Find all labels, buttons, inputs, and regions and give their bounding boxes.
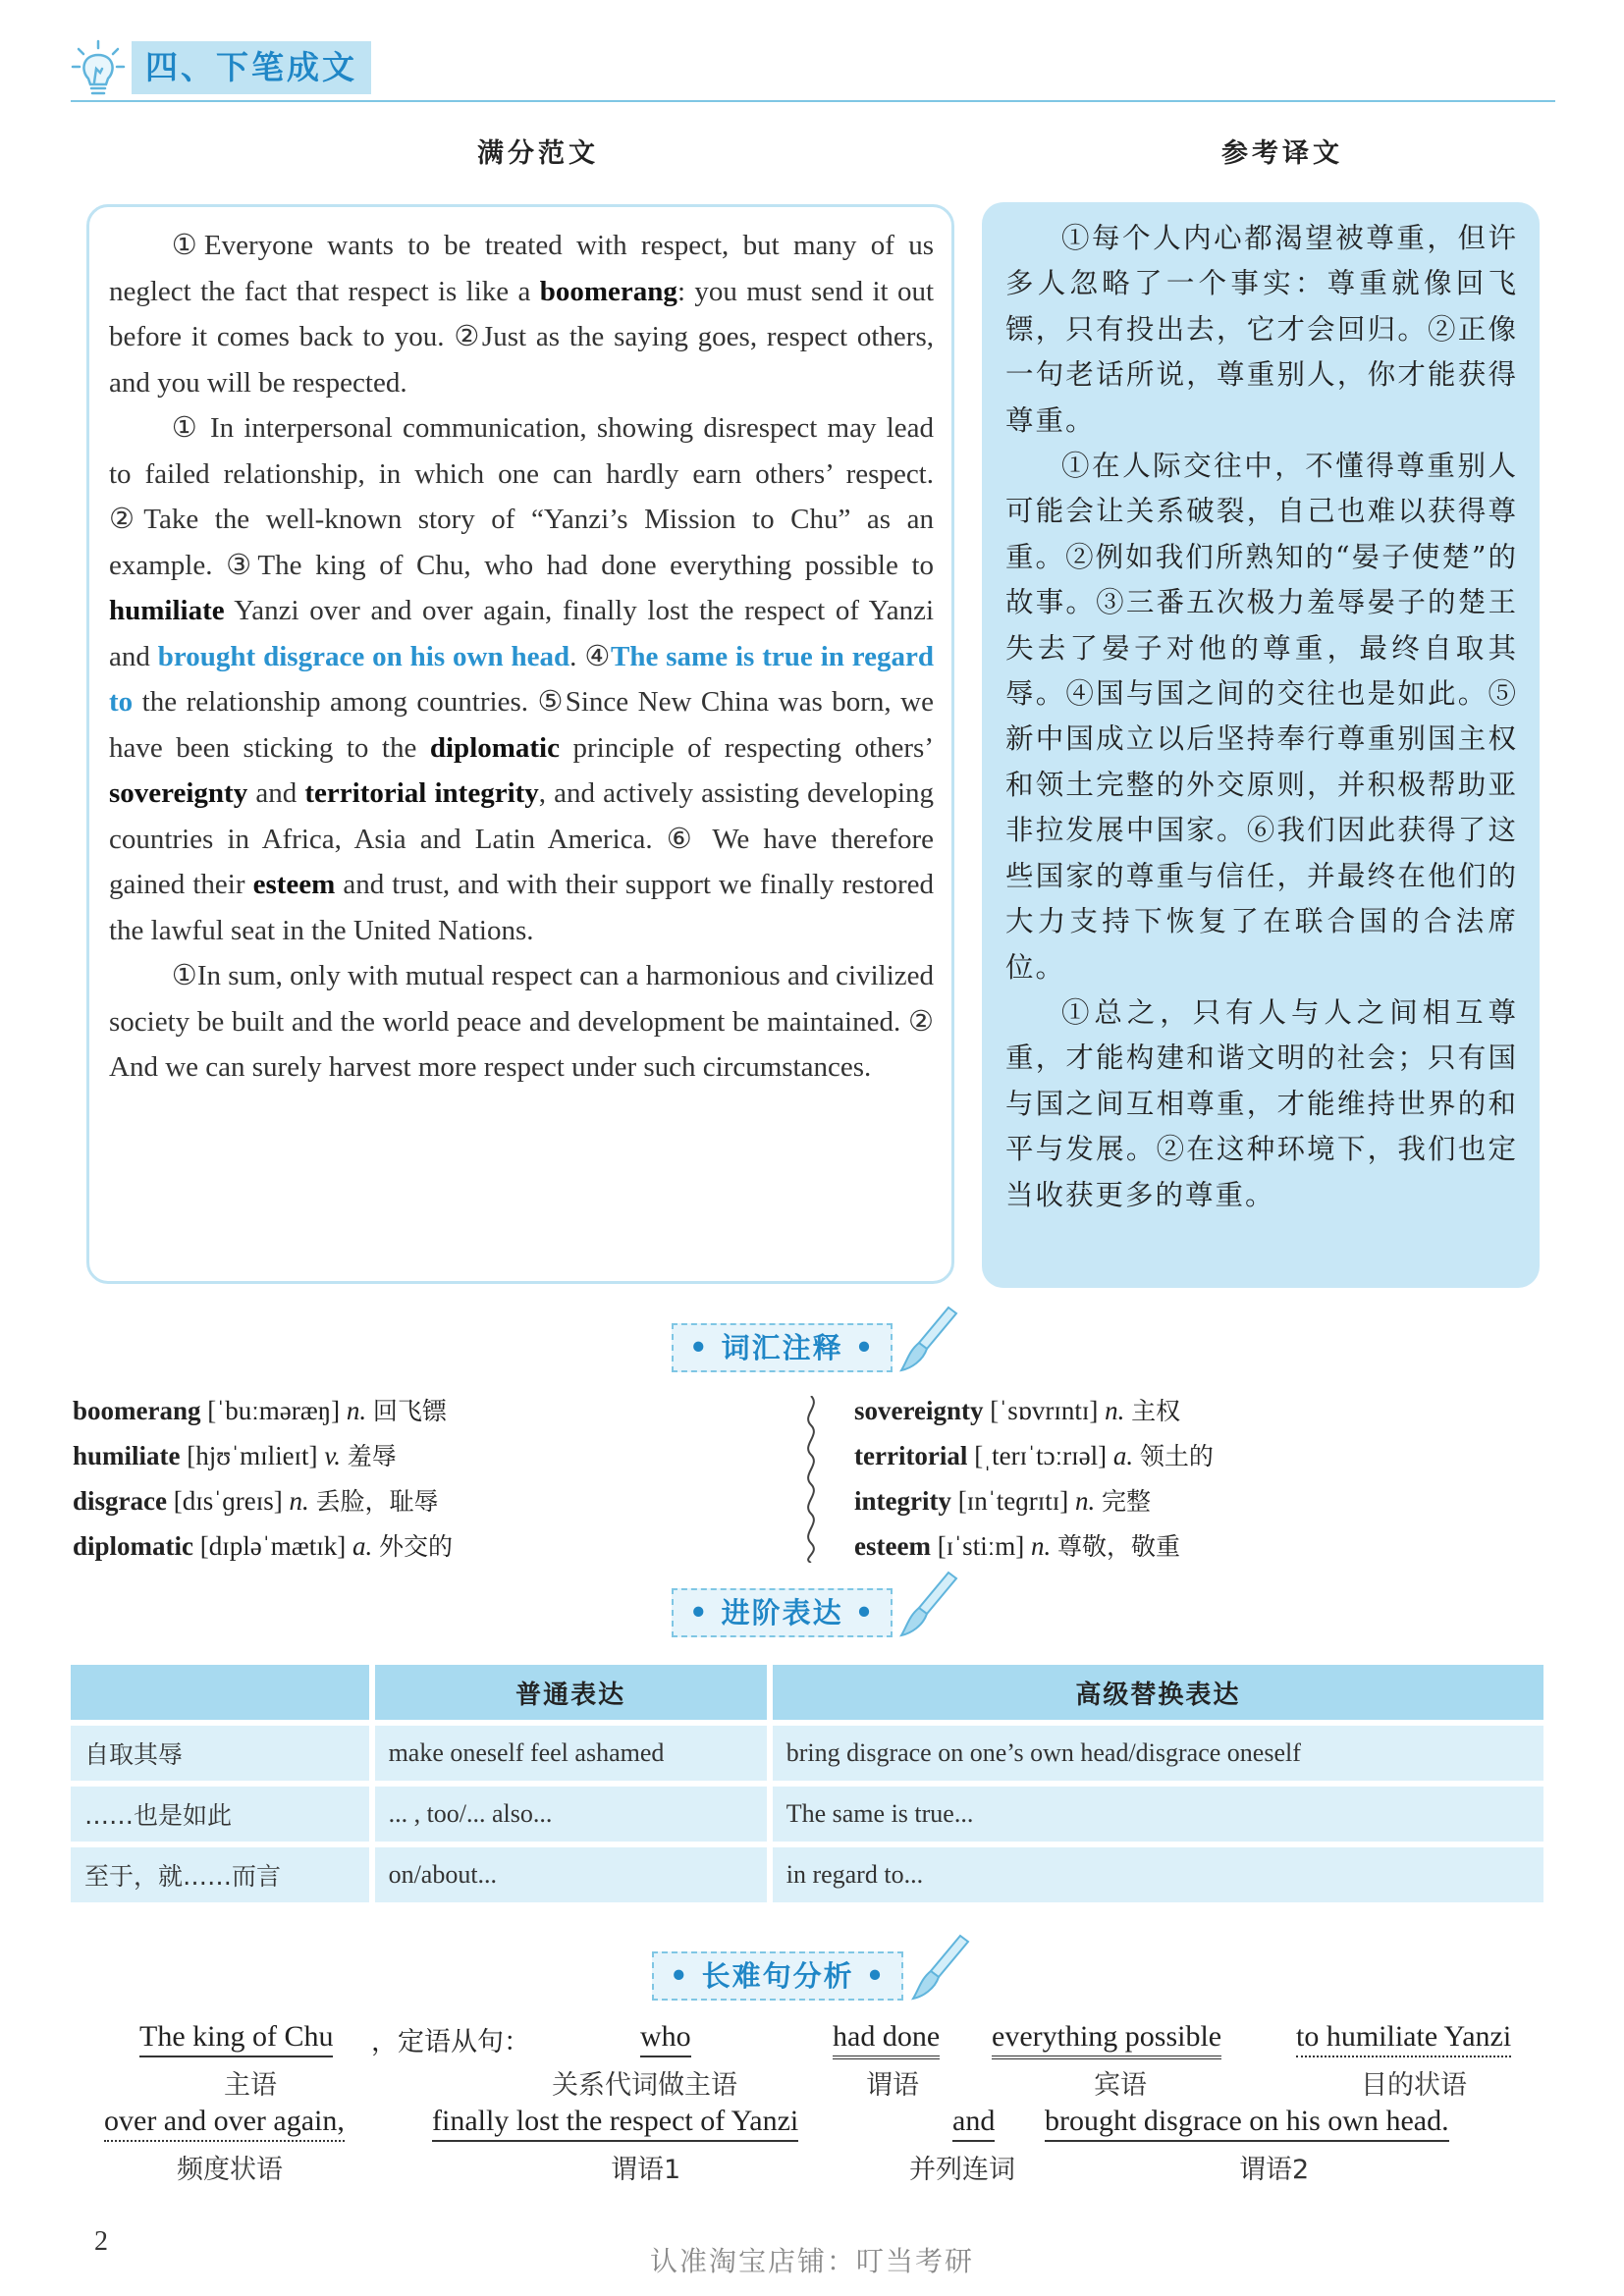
sentence-analysis-line-2 — [0, 2105, 1624, 2183]
vocab-entry: disgrace [dɪsˈɡreɪs] n. 丢脸，耻辱 — [73, 1486, 439, 1516]
table-header: 高级替换表达 — [773, 1665, 1543, 1720]
vocab-entry: diplomatic [dɪpləˈmætɪk] a. 外交的 — [73, 1531, 454, 1561]
grammar-label: 主语 — [224, 2070, 277, 2101]
table-header: 普通表达 — [375, 1665, 767, 1720]
sentence-segment: who — [640, 2020, 691, 2057]
essay-paragraph-1 — [109, 223, 934, 405]
sentence-segment: and — [952, 2105, 995, 2142]
table-cell: on/about... — [375, 1847, 767, 1902]
vocab-highlight: esteem — [252, 869, 336, 900]
table-row — [71, 1847, 1543, 1902]
grammar-label: 谓语2 — [1239, 2155, 1310, 2185]
table-header-row — [71, 1665, 1543, 1720]
grammar-label: 宾语 — [1094, 2070, 1147, 2101]
vocab-entry: sovereignty [ˈsɒvrɪntɪ] n. 主权 — [854, 1396, 1181, 1425]
translation-box — [982, 202, 1540, 1288]
table-cell: bring disgrace on one’s own head/disgrace oneself — [773, 1726, 1543, 1781]
translation-paragraph-1: ①每个人内心都渴望被尊重，但许多人忽略了一个事实：尊重就像回飞镖，只有投出去，它才会回归。②正像一句老话所说，尊重别人，你才能获得尊重。 — [1005, 222, 1518, 437]
table-cell: 自取其辱 — [71, 1726, 369, 1781]
grammar-label: 并列连词 — [909, 2155, 1015, 2185]
vocab-entry: territorial [ˌterɪˈtɔːrɪəl] a. 领土的 — [854, 1441, 1214, 1470]
vocab-list-right — [854, 1392, 1542, 1569]
grammar-label: 目的状语 — [1361, 2070, 1467, 2101]
translation-heading: 参考译文 — [1221, 138, 1343, 169]
vocab-list-left — [73, 1392, 760, 1569]
grammar-label: 谓语1 — [611, 2155, 681, 2185]
table-cell: ……也是如此 — [71, 1787, 369, 1842]
table-row — [71, 1726, 1543, 1781]
advanced-expressions-table — [65, 1659, 1549, 1908]
vocab-highlight: boomerang — [539, 275, 677, 307]
vocab-entry: humiliate [hjʊˈmɪlieɪt] v. 羞辱 — [73, 1441, 397, 1470]
essay-text: and — [247, 777, 305, 809]
sentence-segment: to humiliate Yanzi — [1296, 2020, 1511, 2057]
section-title: 四、下笔成文 — [132, 41, 371, 94]
essay-text: ①In sum, only with mutual respect can a harmonious and civilized society be built and the world peace and development be maintained. ② And we can surely harvest more respect under such circumstances. — [109, 960, 934, 1083]
expression-highlight: The same is true in regard to — [109, 640, 935, 718]
sentence-segment: finally lost the respect of Yanzi — [432, 2105, 798, 2142]
sentence-analysis-line-1 — [0, 2020, 1624, 2099]
essay-text: : you must send it out before it comes back to you. ②Just as the saying goes, respect others, and you will be respected. — [109, 275, 934, 399]
translation-paragraph-3: ①总之，只有人与人之间相互尊重，才能构建和谐文明的社会；只有国与国之间互相尊重，才能维持世界的和平与发展。②在这种环境下，我们也定当收获更多的尊重。 — [1005, 995, 1518, 1211]
essay-text: ①Everyone wants to be treated with respect, but many of us neglect the fact that respect is like a — [109, 230, 934, 307]
expression-highlight: brought disgrace on his own head — [157, 640, 570, 672]
sentence-segment: had done — [833, 2020, 940, 2059]
essay-text: ① In interpersonal communication, showing disrespect may lead to failed relationship, in which one can hardly earn others’ respect. ②Take the well-known story of “Yanzi’s Mission to Chu” as an example. ③The king of Chu, who had done everything possible to — [109, 412, 934, 581]
essay-text: Yanzi over and over again, finally lost the respect of Yanzi and — [109, 595, 934, 672]
essay-text: and trust, and with their support we finally restored the lawful seat in the United Nations. — [109, 869, 934, 946]
table-cell: ... , too/... also... — [375, 1787, 767, 1842]
sentence-segment: over and over again, — [104, 2105, 345, 2142]
translation-paragraph-2: ①在人际交往中，不懂得尊重别人可能会让关系破裂，自己也难以获得尊重。②例如我们所熟知的“晏子使楚”的故事。③三番五次极力羞辱晏子的楚王失去了晏子对他的尊重，最终自取其辱。④国与国之间的交往也是如此。⑤新中国成立以后坚持奉行尊重别国主权和领土完整的外交原则，并积极帮助亚非拉发展中国家。⑥我们因此获得了这些国家的尊重与信任，并最终在他们的大力支持下恢复了在联合国的合法席位。 — [1005, 450, 1518, 984]
vocab-entry: integrity [ɪnˈteɡrɪtɪ] n. 完整 — [854, 1486, 1151, 1516]
brush-icon — [909, 1932, 972, 2002]
table-header — [71, 1665, 369, 1720]
grammar-label: 谓语 — [866, 2070, 919, 2101]
advanced-heading-label: • 进阶表达 • — [672, 1588, 893, 1637]
vocab-highlight: territorial integrity — [304, 777, 539, 809]
essay-text: , and actively assisting developing countries in Africa, Asia and Latin America. ⑥ We have therefore gained their — [109, 777, 934, 900]
essay-text: . ④ — [569, 640, 611, 672]
vocab-highlight: sovereignty — [109, 777, 248, 809]
table-cell: The same is true... — [773, 1787, 1543, 1842]
essay-paragraph-3 — [109, 953, 934, 1091]
table-cell: 至于，就……而言 — [71, 1847, 369, 1902]
brush-icon — [897, 1569, 960, 1639]
vocab-heading-label: • 词汇注释 • — [672, 1323, 893, 1372]
lightbulb-icon — [71, 39, 126, 100]
wavy-divider — [799, 1396, 823, 1563]
footer-watermark-text: 认准淘宝店铺：叮当考研 — [649, 2245, 974, 2277]
clause-note: ，定语从句： — [371, 2027, 530, 2057]
vocab-highlight: diplomatic — [429, 731, 560, 764]
brush-icon — [897, 1304, 960, 1374]
vocab-entry: boomerang [ˈbuːməræŋ] n. 回飞镖 — [73, 1396, 447, 1425]
sentence-segment: everything possible — [992, 2020, 1221, 2059]
model-essay-box — [86, 204, 954, 1284]
grammar-label: 关系代词做主语 — [552, 2070, 737, 2101]
analysis-heading-label: • 长难句分析 • — [652, 1951, 903, 2001]
sentence-segment: The king of Chu — [139, 2020, 333, 2057]
page-number: 2 — [94, 2226, 108, 2257]
grammar-label: 频度状语 — [177, 2155, 283, 2185]
vocab-entry: esteem [ɪˈstiːm] n. 尊敬，敬重 — [854, 1531, 1180, 1561]
essay-text: the relationship among countries. ⑤Since New China was born, we have been sticking to the — [109, 686, 934, 764]
sentence-segment: brought disgrace on his own head. — [1045, 2105, 1449, 2142]
vocab-highlight: humiliate — [109, 595, 225, 626]
section-header — [71, 35, 1555, 102]
table-cell: in regard to... — [773, 1847, 1543, 1902]
table-row — [71, 1787, 1543, 1842]
essay-text: principle of respecting others’ — [560, 731, 934, 764]
essay-heading: 满分范文 — [477, 138, 599, 169]
essay-paragraph-2 — [109, 405, 934, 953]
table-cell: make oneself feel ashamed — [375, 1726, 767, 1781]
